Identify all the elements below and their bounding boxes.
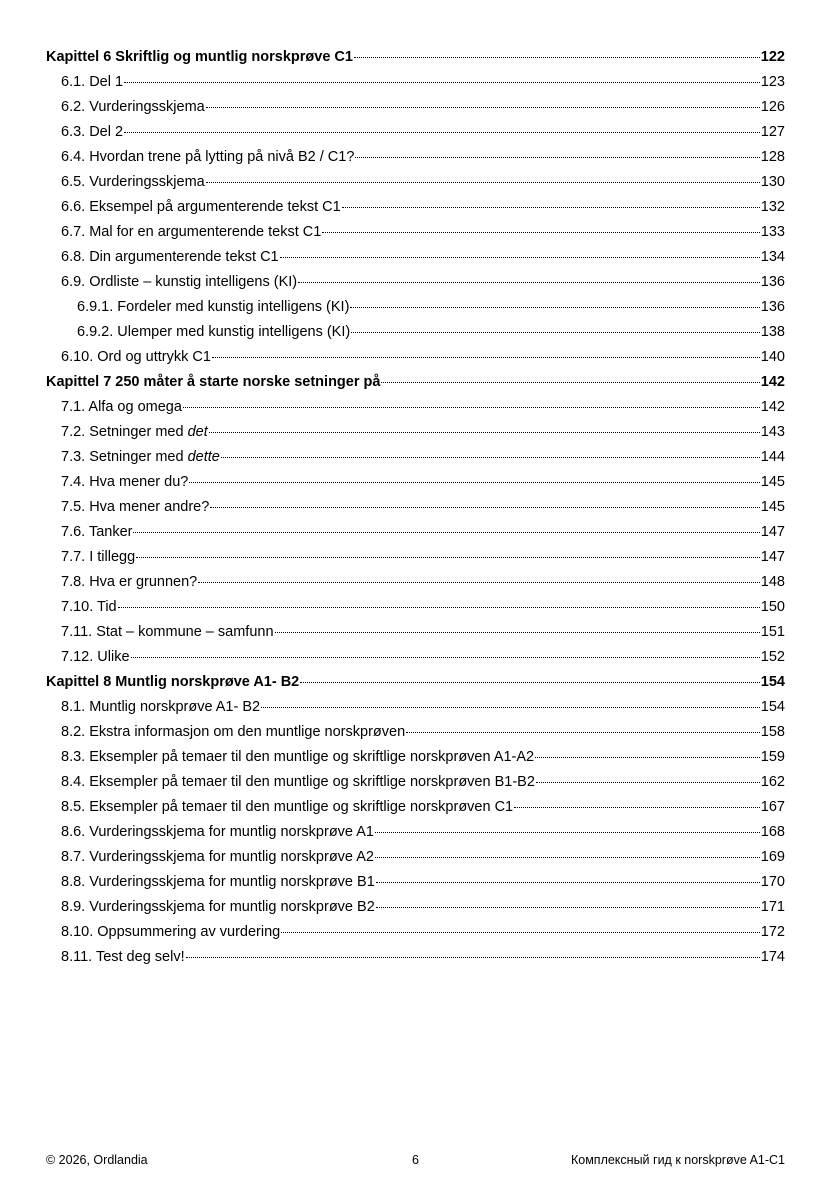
toc-entry-page-number: 168 [760,824,785,840]
toc-entry[interactable] [46,595,785,620]
toc-entry[interactable] [46,895,785,920]
toc-entry-title: 6.4. Hvordan trene på lytting på nivå B2 / C1? [61,149,355,165]
footer-book-title: Комплексный гид к norskprøve A1-C1 [570,1153,785,1167]
toc-entry-page-number: 152 [760,649,785,665]
toc-entry-page-number: 143 [760,424,785,440]
toc-entry[interactable] [46,570,785,595]
toc-entry-title: 7.7. I tillegg [61,549,136,565]
dot-leader [355,156,759,158]
dot-leader [183,406,760,408]
toc-entry-page-number: 148 [760,574,785,590]
toc-entry-title: 7.6. Tanker [61,524,133,540]
toc-entry-page-number: 136 [760,274,785,290]
page-footer [46,1151,785,1169]
toc-entry-title: 6.9.2. Ulemper med kunstig intelligens (KI) [77,324,351,340]
dot-leader [206,106,760,108]
toc-entry[interactable] [46,945,785,970]
toc-entry[interactable] [46,545,785,570]
toc-entry[interactable] [46,495,785,520]
toc-entry-page-number: 133 [760,224,785,240]
toc-entry-page-number: 162 [760,774,785,790]
dot-leader [376,906,760,908]
toc-entry-title: 6.3. Del 2 [61,124,124,140]
toc-entry[interactable] [46,95,785,120]
dot-leader [206,181,760,183]
dot-leader [261,706,760,708]
dot-leader [376,881,760,883]
toc-entry-title: 8.3. Eksempler på temaer til den muntlige og skriftlige norskprøven A1-A2 [61,749,535,765]
dot-leader [124,131,760,133]
table-of-contents [46,45,785,970]
dot-leader [209,431,760,433]
toc-entry-title: 7.3. Setninger med dette [61,449,220,465]
toc-entry-title: 6.1. Del 1 [61,74,124,90]
toc-entry-title: 8.5. Eksempler på temaer til den muntlige og skriftlige norskprøven C1 [61,799,514,815]
toc-entry-title: 7.10. Tid [61,599,117,615]
toc-entry-title: 7.12. Ulike [61,649,130,665]
toc-chapter-entry[interactable] [46,670,785,695]
toc-entry-page-number: 128 [760,149,785,165]
toc-entry-title: 8.4. Eksempler på temaer til den muntlige og skriftlige norskprøven B1-B2 [61,774,535,790]
toc-entry[interactable] [46,620,785,645]
toc-entry-page-number: 134 [760,249,785,265]
toc-entry-page-number: 147 [760,524,785,540]
toc-entry[interactable] [46,70,785,95]
toc-entry[interactable] [46,320,785,345]
toc-entry-page-number: 154 [760,699,785,715]
toc-entry[interactable] [46,220,785,245]
toc-entry-page-number: 144 [760,449,785,465]
toc-entry-page-number: 172 [760,924,785,940]
toc-entry-title: 7.11. Stat – kommune – samfunn [61,624,274,640]
dot-leader [535,756,760,758]
toc-chapter-entry[interactable] [46,370,785,395]
toc-entry-page-number: 123 [760,74,785,90]
toc-entry-page-number: 167 [760,799,785,815]
footer-copyright: © 2026, Ordlandia [46,1153,148,1167]
toc-entry-page-number: 122 [760,49,785,65]
toc-entry-page-number: 145 [760,474,785,490]
toc-entry-title: 6.6. Eksempel på argumenterende tekst C1 [61,199,341,215]
toc-entry-title: 8.11. Test deg selv! [61,949,185,965]
toc-entry-title: 6.2. Vurderingsskjema [61,99,205,115]
toc-entry[interactable] [46,695,785,720]
dot-leader [280,256,760,258]
dot-leader [133,531,759,533]
toc-entry[interactable] [46,820,785,845]
toc-entry-page-number: 132 [760,199,785,215]
toc-entry-page-number: 145 [760,499,785,515]
toc-entry-title: 8.1. Muntlig norskprøve A1- B2 [61,699,261,715]
toc-entry-title: 8.7. Vurderingsskjema for muntlig norskprøve A2 [61,849,374,865]
toc-entry-title: Kapittel 8 Muntlig norskprøve A1- B2 [46,674,300,690]
toc-entry-title: 7.4. Hva mener du? [61,474,189,490]
dot-leader [210,506,759,508]
dot-leader [198,581,760,583]
toc-entry-page-number: 154 [760,674,785,690]
dot-leader [124,81,760,83]
toc-entry-emphasis: det [187,424,208,440]
toc-entry[interactable] [46,720,785,745]
dot-leader [514,806,760,808]
toc-entry-title: 7.8. Hva er grunnen? [61,574,198,590]
dot-leader [118,606,760,608]
toc-entry-page-number: 151 [760,624,785,640]
toc-entry-page-number: 158 [760,724,785,740]
dot-leader [300,681,760,683]
dot-leader [350,306,759,308]
toc-entry-title: 7.1. Alfa og omega [61,399,182,415]
toc-entry-title: Kapittel 7 250 måter å starte norske setninger på [46,374,381,390]
toc-entry[interactable] [46,295,785,320]
toc-entry-page-number: 130 [760,174,785,190]
toc-entry[interactable] [46,345,785,370]
dot-leader [136,556,760,558]
toc-entry[interactable] [46,145,785,170]
toc-entry-page-number: 169 [760,849,785,865]
toc-entry-title: 6.10. Ord og uttrykk C1 [61,349,211,365]
toc-entry-page-number: 147 [760,549,785,565]
dot-leader [322,231,759,233]
dot-leader [381,381,759,383]
dot-leader [342,206,760,208]
toc-entry-title: 6.8. Din argumenterende tekst C1 [61,249,279,265]
dot-leader [536,781,760,783]
toc-entry-page-number: 171 [760,899,785,915]
toc-entry-title: 8.6. Vurderingsskjema for muntlig norskprøve A1 [61,824,374,840]
dot-leader [221,456,760,458]
toc-entry-page-number: 138 [760,324,785,340]
toc-entry[interactable] [46,770,785,795]
toc-entry[interactable] [46,470,785,495]
toc-entry[interactable] [46,920,785,945]
toc-entry[interactable] [46,745,785,770]
toc-entry[interactable] [46,520,785,545]
toc-entry-title: 8.9. Vurderingsskjema for muntlig norskprøve B2 [61,899,375,915]
toc-entry-page-number: 142 [760,399,785,415]
dot-leader [212,356,760,358]
toc-entry[interactable] [46,170,785,195]
dot-leader [186,956,760,958]
dot-leader [281,931,760,933]
toc-entry-page-number: 126 [760,99,785,115]
toc-entry[interactable] [46,645,785,670]
toc-entry[interactable] [46,845,785,870]
toc-chapter-entry[interactable] [46,45,785,70]
toc-entry-page-number: 140 [760,349,785,365]
toc-entry-title: 8.2. Ekstra informasjon om den muntlige norskprøven [61,724,406,740]
dot-leader [375,856,760,858]
dot-leader [375,831,760,833]
toc-entry[interactable] [46,870,785,895]
toc-entry-page-number: 127 [760,124,785,140]
toc-entry-page-number: 142 [760,374,785,390]
toc-entry-page-number: 150 [760,599,785,615]
toc-entry[interactable] [46,420,785,445]
toc-entry-title: 6.5. Vurderingsskjema [61,174,205,190]
toc-entry[interactable] [46,195,785,220]
dot-leader [406,731,760,733]
toc-entry[interactable] [46,120,785,145]
toc-entry-title: 8.10. Oppsummering av vurdering [61,924,281,940]
toc-entry[interactable] [46,270,785,295]
footer-page-number: 6 [412,1153,419,1167]
dot-leader [298,281,760,283]
toc-entry-title: 6.9.1. Fordeler med kunstig intelligens (KI) [77,299,350,315]
toc-entry-title: 8.8. Vurderingsskjema for muntlig norskprøve B1 [61,874,375,890]
toc-entry-title: Kapittel 6 Skriftlig og muntlig norskprøve C1 [46,49,353,65]
toc-entry-page-number: 170 [760,874,785,890]
toc-entry-page-number: 174 [760,949,785,965]
toc-entry-title: 6.9. Ordliste – kunstig intelligens (KI) [61,274,298,290]
toc-entry-emphasis: dette [187,449,220,465]
toc-entry[interactable] [46,795,785,820]
toc-entry-page-number: 136 [760,299,785,315]
toc-entry-page-number: 159 [760,749,785,765]
toc-entry[interactable] [46,245,785,270]
dot-leader [189,481,759,483]
dot-leader [131,656,760,658]
toc-entry-title: 6.7. Mal for en argumenterende tekst C1 [61,224,322,240]
toc-entry[interactable] [46,395,785,420]
toc-entry-title: 7.2. Setninger med det [61,424,208,440]
toc-entry-title: 7.5. Hva mener andre? [61,499,210,515]
toc-entry[interactable] [46,445,785,470]
dot-leader [351,331,760,333]
dot-leader [275,631,760,633]
dot-leader [354,56,760,58]
